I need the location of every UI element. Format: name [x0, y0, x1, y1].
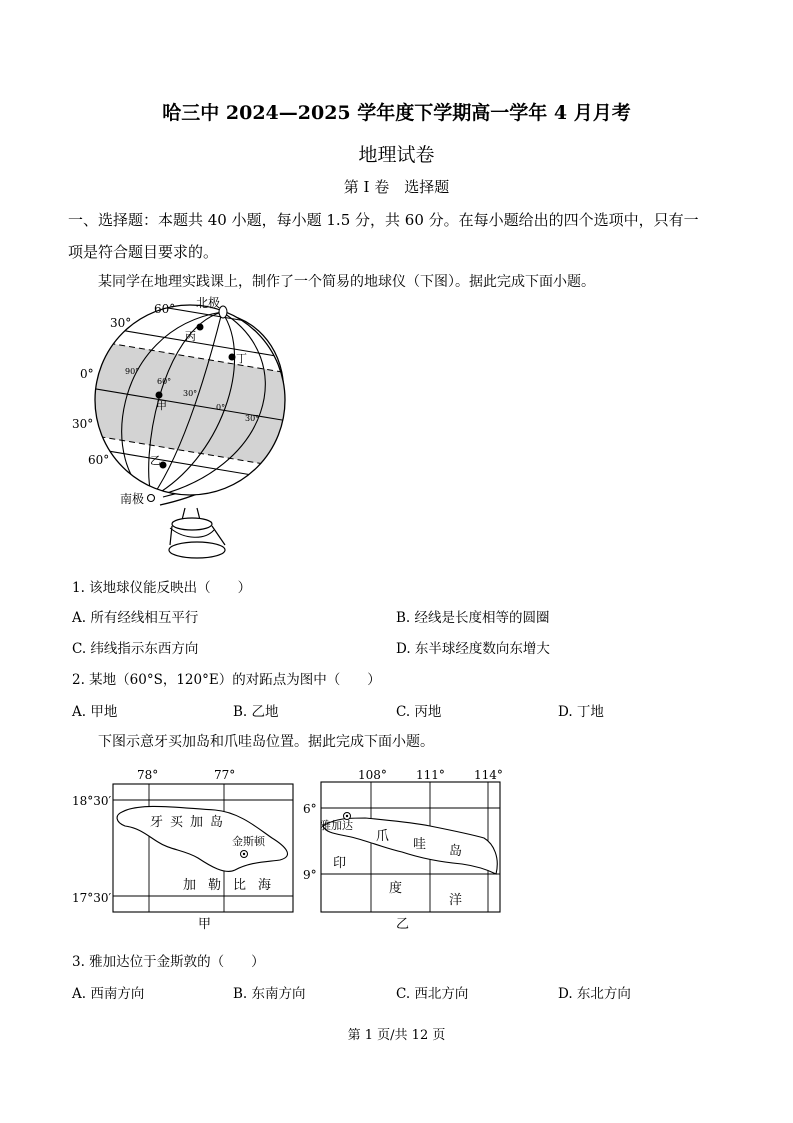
jamaica-char-2: 买 [170, 815, 184, 830]
point-bing [197, 324, 204, 331]
globe-stand-top [172, 518, 212, 530]
java-lon-114: 114° [474, 768, 503, 782]
north-pole-label: 北极 [196, 296, 221, 310]
lat-label-60s: 60° [88, 453, 110, 467]
intro-globe: 某同学在地理实践课上，制作了一个简易的地球仪（下图）。据此完成下面小题。 [98, 274, 595, 290]
exam-title: 哈三中 2024—2025 学年度下学期高一学年 4 月月考 [162, 102, 631, 124]
section-heading: 第 I 卷 选择题 [343, 178, 450, 196]
lat-label-30n: 30° [110, 316, 132, 330]
lon-label-30: 30° [183, 389, 198, 398]
java-char-1: 爪 [376, 829, 390, 844]
q2-option-b[interactable]: B. 乙地 [233, 704, 279, 720]
lat-label-60n: 60° [154, 302, 176, 316]
map-jamaica [68, 764, 300, 934]
indian-ocean-char-1: 印 [333, 856, 347, 871]
point-jia [156, 392, 163, 399]
java-caption: 乙 [396, 917, 410, 932]
instructions-line1: 一、选择题：本题共 40 小题，每小题 1.5 分，共 60 分。在每小题给出的四个选项中，只有一 [68, 211, 699, 229]
lon-label-30-east: 30° [245, 414, 260, 423]
question-1-stem: 1. 该地球仪能反映出（ ） [72, 580, 252, 596]
intro-maps: 下图示意牙买加岛和爪哇岛位置。据此完成下面小题。 [98, 734, 434, 750]
java-lat-6: 6° [303, 802, 317, 816]
lon-label-90: 90° [125, 367, 140, 376]
java-lat-9: 9° [303, 868, 317, 882]
lat-label-0: 0° [80, 367, 94, 381]
q1-option-c[interactable]: C. 纬线指示东西方向 [72, 641, 199, 657]
q3-option-d[interactable]: D. 东北方向 [558, 986, 631, 1002]
java-char-3: 岛 [449, 844, 463, 859]
caribbean-char-4: 海 [258, 878, 272, 893]
lon-label-0: 0° [216, 403, 226, 412]
caribbean-char-3: 比 [233, 878, 247, 893]
jakarta-marker [346, 815, 348, 817]
q3-option-c[interactable]: C. 西北方向 [396, 986, 469, 1002]
java-lon-108: 108° [358, 768, 387, 782]
south-pole-pivot [148, 495, 155, 502]
indian-ocean-char-2: 度 [389, 881, 403, 896]
q2-option-a[interactable]: A. 甲地 [72, 704, 118, 720]
lat-label-30s: 30° [72, 417, 94, 431]
point-yi-label: 乙 [150, 454, 161, 467]
instructions-line2: 项是符合题目要求的。 [68, 243, 219, 261]
jamaica-lat-1730: 17°30′ [72, 891, 112, 905]
question-3-stem: 3. 雅加达位于金斯敦的（ ） [72, 954, 265, 970]
caribbean-char-2: 勒 [208, 878, 222, 893]
q2-option-c[interactable]: C. 丙地 [396, 704, 442, 720]
instructions [68, 204, 728, 268]
exam-subtitle: 地理试卷 [358, 144, 435, 166]
q1-option-b[interactable]: B. 经线是长度相等的圆圈 [396, 610, 550, 626]
point-jia-label: 甲 [156, 399, 167, 412]
q3-option-b[interactable]: B. 东南方向 [233, 986, 306, 1002]
q1-option-a[interactable]: A. 所有经线相互平行 [72, 610, 199, 626]
jamaica-char-3: 加 [190, 815, 204, 830]
north-pole-pivot [219, 306, 227, 318]
lon-label-60: 60° [157, 377, 172, 386]
q3-option-a[interactable]: A. 西南方向 [72, 986, 145, 1002]
question-2-stem: 2. 某地（60°S，120°E）的对跖点为图中（ ） [72, 672, 381, 688]
q2-option-d[interactable]: D. 丁地 [558, 704, 604, 720]
point-ding [229, 354, 236, 361]
indian-ocean-char-3: 洋 [449, 893, 463, 908]
globe-stand-base [169, 542, 225, 558]
jamaica-char-1: 牙 [150, 815, 164, 830]
point-bing-label: 丙 [185, 330, 196, 343]
q1-option-d[interactable]: D. 东半球经度数向东增大 [396, 641, 550, 657]
jamaica-char-4: 岛 [210, 815, 224, 830]
kingston-label: 金斯顿 [232, 835, 265, 848]
page-footer: 第 1 页/共 12 页 [347, 1028, 446, 1043]
jamaica-lat-1830: 18°30′ [72, 794, 112, 808]
jamaica-lon-77: 77° [214, 768, 236, 782]
map-java [300, 764, 506, 934]
kingston-marker [243, 853, 245, 855]
java-lon-111: 111° [416, 768, 445, 782]
caribbean-char-1: 加 [183, 878, 197, 893]
south-pole-label: 南极 [120, 492, 145, 506]
globe-sphere [66, 292, 300, 518]
jakarta-label: 雅加达 [320, 819, 353, 832]
java-char-2: 哇 [413, 837, 427, 852]
globe-figure [66, 292, 306, 567]
point-ding-label: 丁 [236, 352, 247, 365]
jamaica-caption: 甲 [198, 917, 212, 932]
jamaica-lon-78: 78° [137, 768, 159, 782]
